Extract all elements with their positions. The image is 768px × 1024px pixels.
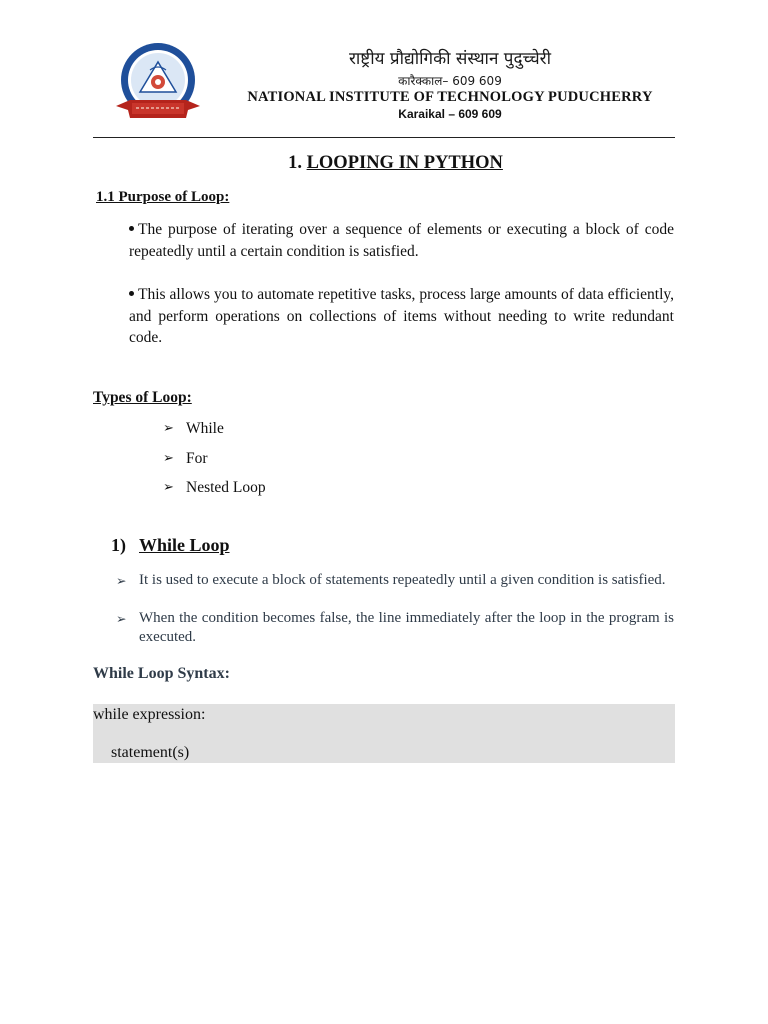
list-item xyxy=(163,477,266,507)
types-heading: Types of Loop: xyxy=(93,389,192,406)
while-bullet xyxy=(116,609,674,647)
arrow-bullet-icon: ➢ xyxy=(163,480,174,495)
code-line: statement(s) xyxy=(111,744,190,761)
purpose-paragraph xyxy=(129,219,674,262)
institute-place: Karaikal – 609 609 xyxy=(398,107,502,121)
arrow-bullet-icon: ➢ xyxy=(163,450,174,466)
bullet-dot-icon xyxy=(129,291,134,296)
arrow-bullet-icon: ➢ xyxy=(163,421,174,436)
institute-name: NATIONAL INSTITUTE OF TECHNOLOGY PUDUCHERRY xyxy=(247,89,653,105)
institute-place-hindi: कारैक्काल– 609 609 xyxy=(398,74,502,88)
arrow-bullet-icon: ➢ xyxy=(116,611,127,626)
list-item-label: While xyxy=(186,420,224,437)
title-text: LOOPING IN PYTHON xyxy=(306,153,503,173)
while-loop-heading xyxy=(111,535,230,556)
purpose-paragraph-text: This allows you to automate repetitive tasks, process large amounts of data efficiently, and perform operations on collections of items without needing to write redundant code. xyxy=(129,286,674,346)
institute-name-hindi: राष्ट्रीय प्रौद्योगिकी संस्थान पुदुच्चेरी xyxy=(348,49,552,69)
list-item-label: For xyxy=(186,449,208,467)
arrow-bullet-icon: ➢ xyxy=(116,573,127,588)
title-number: 1. xyxy=(288,153,302,173)
while-bullet xyxy=(116,571,674,590)
header-divider xyxy=(93,137,675,138)
institute-logo xyxy=(110,40,208,128)
purpose-heading: 1.1 Purpose of Loop: xyxy=(96,189,230,205)
purpose-paragraph xyxy=(129,284,674,349)
syntax-heading: While Loop Syntax: xyxy=(93,665,230,682)
section-title: While Loop xyxy=(139,535,230,555)
types-list xyxy=(163,418,266,507)
list-item-label: Nested Loop xyxy=(186,479,266,496)
list-item xyxy=(163,418,266,448)
bullet-dot-icon xyxy=(129,226,134,231)
institute-emblem-icon xyxy=(110,40,208,128)
while-bullet-text: When the condition becomes false, the line immediately after the loop in the program is executed. xyxy=(139,610,674,645)
section-number: 1) xyxy=(111,535,126,555)
purpose-paragraph-text: The purpose of iterating over a sequence of elements or executing a block of code repeatedly until a certain condition is satisfied. xyxy=(129,221,674,260)
while-bullet-text: It is used to execute a block of statements repeatedly until a given condition is satisfied. xyxy=(139,572,666,588)
page-title xyxy=(93,153,698,174)
code-line: while expression: xyxy=(93,706,206,723)
list-item xyxy=(163,448,266,478)
